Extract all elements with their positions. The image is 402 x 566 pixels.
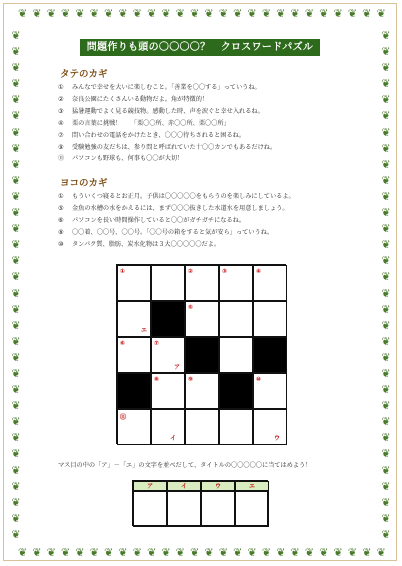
ornament-icon: ❦ <box>11 157 21 171</box>
ornament-icon: ❦ <box>18 546 28 559</box>
ornament-icon: ❦ <box>381 109 391 123</box>
ornament-icon: ❦ <box>147 7 157 20</box>
ornament-icon: ❦ <box>190 7 200 20</box>
ornament-icon: ❦ <box>118 546 128 559</box>
clue-number: ⑪ <box>58 155 65 163</box>
answer-box <box>132 480 268 526</box>
ornament-icon: ❦ <box>104 546 114 559</box>
ornament-icon: ❦ <box>11 511 21 525</box>
grid-cell[interactable] <box>117 337 151 373</box>
clue-number: ⑥ <box>58 216 64 224</box>
clue-number: ⑤ <box>58 204 64 212</box>
ornament-border-right <box>380 30 392 540</box>
ornament-icon: ❦ <box>89 546 99 559</box>
grid-cell[interactable] <box>185 409 219 445</box>
clue-item <box>58 94 378 106</box>
clue-text: 受験勉強の友だちは、参り問と呼ばれていた十〇〇カンでもあるだけね。 <box>72 143 277 151</box>
ornament-icon: ❦ <box>89 7 99 20</box>
ornament-icon: ❦ <box>376 546 386 559</box>
ornament-icon: ❦ <box>333 546 343 559</box>
ornament-icon: ❦ <box>204 546 214 559</box>
ornament-icon: ❦ <box>276 546 286 559</box>
clue-number: ① <box>58 193 64 200</box>
ornament-icon: ❦ <box>381 415 391 429</box>
cell-number: ① <box>120 268 126 275</box>
clue-item <box>58 118 378 130</box>
ornament-icon: ❦ <box>175 7 185 20</box>
ornament-icon: ❦ <box>381 286 391 300</box>
grid-cell[interactable] <box>117 265 151 301</box>
grid-cell[interactable] <box>219 409 253 445</box>
ornament-icon: ❦ <box>362 546 372 559</box>
ornament-icon: ❦ <box>304 7 315 20</box>
grid-cell[interactable] <box>219 265 253 301</box>
ornament-icon: ❦ <box>61 7 71 20</box>
clue-text: 〇〇着、〇〇号、〇〇号。「〇〇号の箱をすると気が安ら」っていうね。 <box>72 228 274 236</box>
tate-clue-list <box>58 82 378 165</box>
cell-number: ⑩ <box>256 376 262 383</box>
ornament-icon: ❦ <box>11 415 21 429</box>
tate-heading: タテのカギ <box>60 69 108 80</box>
grid-cell[interactable] <box>151 337 185 373</box>
ornament-icon: ❦ <box>381 173 391 187</box>
grid-cell[interactable] <box>151 265 185 301</box>
ornament-icon: ❦ <box>381 511 391 525</box>
ornament-icon: ❦ <box>11 495 21 509</box>
answer-label: エ <box>235 481 269 491</box>
clue-text: タンパク質、脂肪、炭水化物は３大〇〇〇〇〇だよ。 <box>72 240 221 248</box>
ornament-icon: ❦ <box>381 302 391 316</box>
ornament-icon: ❦ <box>381 527 391 541</box>
cell-number: ⑥ <box>120 340 126 347</box>
ornament-icon: ❦ <box>381 334 391 348</box>
cell-number: ⑨ <box>188 376 194 383</box>
ornament-icon: ❦ <box>381 125 391 139</box>
ornament-icon: ❦ <box>381 399 391 413</box>
ornament-icon: ❦ <box>218 7 229 20</box>
ornament-icon: ❦ <box>381 77 391 91</box>
clue-item <box>58 142 378 154</box>
clue-item <box>58 239 378 251</box>
ornament-icon: ❦ <box>233 546 243 559</box>
answer-label: ア <box>133 481 167 491</box>
ornament-icon: ❦ <box>290 546 300 559</box>
ornament-icon: ❦ <box>11 222 21 236</box>
grid-cell[interactable] <box>253 409 287 445</box>
ornament-icon: ❦ <box>75 7 85 20</box>
ornament-icon: ❦ <box>11 447 21 461</box>
clue-number: ⑧ <box>58 228 64 236</box>
grid-cell-black <box>253 337 287 373</box>
answer-input-box[interactable] <box>167 491 201 527</box>
clue-text: 栗の言葉に挑戦！ 「栗〇〇所、赤〇〇所、栗〇〇所」 <box>72 119 230 127</box>
ornament-icon: ❦ <box>247 7 257 20</box>
ornament-icon: ❦ <box>381 189 391 203</box>
ornament-icon: ❦ <box>11 334 21 348</box>
ornament-icon: ❦ <box>381 29 391 42</box>
ornament-border-bottom <box>18 547 386 558</box>
ornament-icon: ❦ <box>381 431 391 445</box>
clue-text: パソコンを長い時間操作していると〇〇がガチガチになるね。 <box>72 216 246 224</box>
ornament-icon: ❦ <box>11 141 21 155</box>
cell-key-letter: イ <box>170 435 177 442</box>
cell-number: ④ <box>256 268 262 275</box>
ornament-icon: ❦ <box>61 546 71 559</box>
clue-number: ④ <box>58 119 64 127</box>
clue-number: ① <box>58 84 64 91</box>
ornament-icon: ❦ <box>161 546 171 559</box>
ornament-icon: ❦ <box>381 495 391 509</box>
cell-key-letter: エ <box>140 327 147 334</box>
grid-cell-black <box>185 337 219 373</box>
clue-number: ⑨ <box>58 143 64 151</box>
ornament-icon: ❦ <box>261 7 272 20</box>
ornament-icon: ❦ <box>75 546 85 559</box>
clue-text: もういくつ寝るとお正月。子供は〇〇〇〇〇をもらうのを楽しみにしているよ。 <box>72 193 295 200</box>
answer-input-box[interactable] <box>133 491 167 527</box>
ornament-icon: ❦ <box>11 527 21 541</box>
grid-cell[interactable] <box>117 409 151 445</box>
page-title: 問題作りも頭の〇〇〇〇？ クロスワードパズル <box>80 39 320 56</box>
ornament-icon: ❦ <box>381 366 391 380</box>
ornament-icon: ❦ <box>362 7 372 20</box>
ornament-icon: ❦ <box>147 546 157 559</box>
cell-number: ⑦ <box>154 340 160 347</box>
instruction-text: マス目の中の「ア」－「エ」の文字を並べだして、タイトルの〇〇〇〇〇に当てはめよう！ <box>58 462 312 469</box>
ornament-icon: ❦ <box>11 29 21 42</box>
grid-cell[interactable] <box>151 373 185 409</box>
ornament-icon: ❦ <box>11 93 21 107</box>
ornament-icon: ❦ <box>381 222 391 236</box>
ornament-icon: ❦ <box>276 7 286 20</box>
yoko-heading: ヨコのカギ <box>60 178 108 189</box>
clue-number: ② <box>58 95 64 103</box>
ornament-icon: ❦ <box>11 173 21 187</box>
ornament-icon: ❦ <box>319 546 329 559</box>
ornament-icon: ❦ <box>381 463 391 477</box>
ornament-icon: ❦ <box>11 463 21 477</box>
ornament-icon: ❦ <box>11 77 21 91</box>
ornament-icon: ❦ <box>11 286 21 300</box>
ornament-icon: ❦ <box>381 61 391 75</box>
grid-cell[interactable] <box>185 373 219 409</box>
cell-number: ⑤ <box>188 304 194 311</box>
answer-input-box[interactable] <box>235 491 269 527</box>
ornament-icon: ❦ <box>381 45 391 59</box>
grid-cell-black <box>117 373 151 409</box>
answer-label: ウ <box>201 481 235 491</box>
grid-cell[interactable] <box>253 373 287 409</box>
ornament-icon: ❦ <box>11 238 21 252</box>
yoko-clue-list <box>58 191 378 251</box>
clue-text: みんなで幸せを大いに楽しむこと。「善業を〇〇する」っていうね。 <box>72 84 261 91</box>
ornament-icon: ❦ <box>118 7 128 20</box>
ornament-icon: ❦ <box>290 7 300 20</box>
clue-item <box>58 153 378 165</box>
ornament-icon: ❦ <box>381 93 391 107</box>
ornament-icon: ❦ <box>381 447 391 461</box>
grid-cell-black <box>151 301 185 337</box>
ornament-icon: ❦ <box>381 141 391 155</box>
grid-cell[interactable] <box>219 301 253 337</box>
clue-text: パソコンも野球も、何事も〇〇が大切！ <box>72 155 184 163</box>
grid-cell[interactable] <box>253 301 287 337</box>
ornament-icon: ❦ <box>11 302 21 316</box>
ornament-icon: ❦ <box>381 318 391 332</box>
grid-cell[interactable] <box>185 265 219 301</box>
clue-text: 金魚の水槽の水をかえるには、まず〇〇〇抜きした水道水を用意しましょう。 <box>72 204 289 212</box>
ornament-icon: ❦ <box>46 7 56 20</box>
ornament-icon: ❦ <box>11 254 21 268</box>
ornament-icon: ❦ <box>11 399 21 413</box>
grid-cell[interactable] <box>253 265 287 301</box>
ornament-icon: ❦ <box>46 546 56 559</box>
ornament-icon: ❦ <box>261 546 272 559</box>
ornament-icon: ❦ <box>190 546 200 559</box>
ornament-icon: ❦ <box>204 7 214 20</box>
ornament-icon: ❦ <box>11 270 21 284</box>
ornament-icon: ❦ <box>11 383 21 397</box>
ornament-icon: ❦ <box>132 7 142 20</box>
ornament-icon: ❦ <box>11 350 21 364</box>
ornament-icon: ❦ <box>381 206 391 220</box>
ornament-icon: ❦ <box>11 125 21 139</box>
clue-number: ⑩ <box>58 240 64 248</box>
ornament-icon: ❦ <box>11 61 21 75</box>
ornament-icon: ❦ <box>333 7 343 20</box>
ornament-icon: ❦ <box>161 7 171 20</box>
clue-number: ③ <box>58 107 64 115</box>
ornament-icon: ❦ <box>11 318 21 332</box>
ornament-icon: ❦ <box>319 7 329 20</box>
clue-text: 問い合わせの電話をかけたとき、〇〇〇待ちされると困るね。 <box>72 131 246 139</box>
answer-input-box[interactable] <box>201 491 235 527</box>
ornament-icon: ❦ <box>11 479 21 493</box>
ornament-icon: ❦ <box>247 546 257 559</box>
ornament-icon: ❦ <box>381 350 391 364</box>
clue-item <box>58 130 378 142</box>
ornament-icon: ❦ <box>18 7 28 20</box>
ornament-icon: ❦ <box>11 189 21 203</box>
cell-number: ③ <box>222 268 228 275</box>
grid-cell-black <box>219 373 253 409</box>
ornament-border-left <box>10 30 22 540</box>
ornament-icon: ❦ <box>304 546 315 559</box>
grid-cell[interactable] <box>151 409 185 445</box>
clue-item <box>58 82 378 94</box>
ornament-icon: ❦ <box>11 206 21 220</box>
ornament-icon: ❦ <box>376 7 386 20</box>
ornament-icon: ❦ <box>233 7 243 20</box>
ornament-icon: ❦ <box>11 45 21 59</box>
ornament-icon: ❦ <box>11 366 21 380</box>
ornament-icon: ❦ <box>381 270 391 284</box>
ornament-icon: ❦ <box>132 546 142 559</box>
ornament-icon: ❦ <box>381 157 391 171</box>
cell-key-letter: ウ <box>273 435 280 442</box>
clue-item <box>58 215 378 227</box>
ornament-icon: ❦ <box>347 7 358 20</box>
ornament-icon: ❦ <box>381 479 391 493</box>
ornament-icon: ❦ <box>32 546 42 559</box>
ornament-icon: ❦ <box>381 383 391 397</box>
crossword-grid <box>116 264 286 444</box>
clue-number: ⑦ <box>58 131 64 139</box>
clue-item <box>58 203 378 215</box>
clue-text: 奈良公園にたくさんいる動物だよ。角が特徴的！ <box>72 95 209 103</box>
ornament-icon: ❦ <box>218 546 229 559</box>
cell-number: ⑧ <box>154 376 160 383</box>
answer-label: イ <box>167 481 201 491</box>
grid-cell[interactable] <box>185 301 219 337</box>
ornament-icon: ❦ <box>32 7 42 20</box>
grid-cell[interactable] <box>117 301 151 337</box>
cell-number: ② <box>188 268 194 275</box>
ornament-icon: ❦ <box>347 546 358 559</box>
ornament-border-top <box>18 8 386 19</box>
clue-item <box>58 191 378 203</box>
ornament-icon: ❦ <box>11 109 21 123</box>
ornament-icon: ❦ <box>175 546 185 559</box>
cell-key-letter: ア <box>173 364 180 371</box>
clue-item <box>58 227 378 239</box>
ornament-icon: ❦ <box>11 431 21 445</box>
ornament-icon: ❦ <box>381 238 391 252</box>
cell-number: ⑪ <box>120 414 127 421</box>
grid-cell[interactable] <box>219 337 253 373</box>
ornament-icon: ❦ <box>104 7 114 20</box>
clue-item <box>58 106 378 118</box>
clue-text: 猛暑運動でよく見る競技物。感動した時、声を涙ぐと幸せ入れるね。 <box>72 107 264 115</box>
ornament-icon: ❦ <box>381 254 391 268</box>
